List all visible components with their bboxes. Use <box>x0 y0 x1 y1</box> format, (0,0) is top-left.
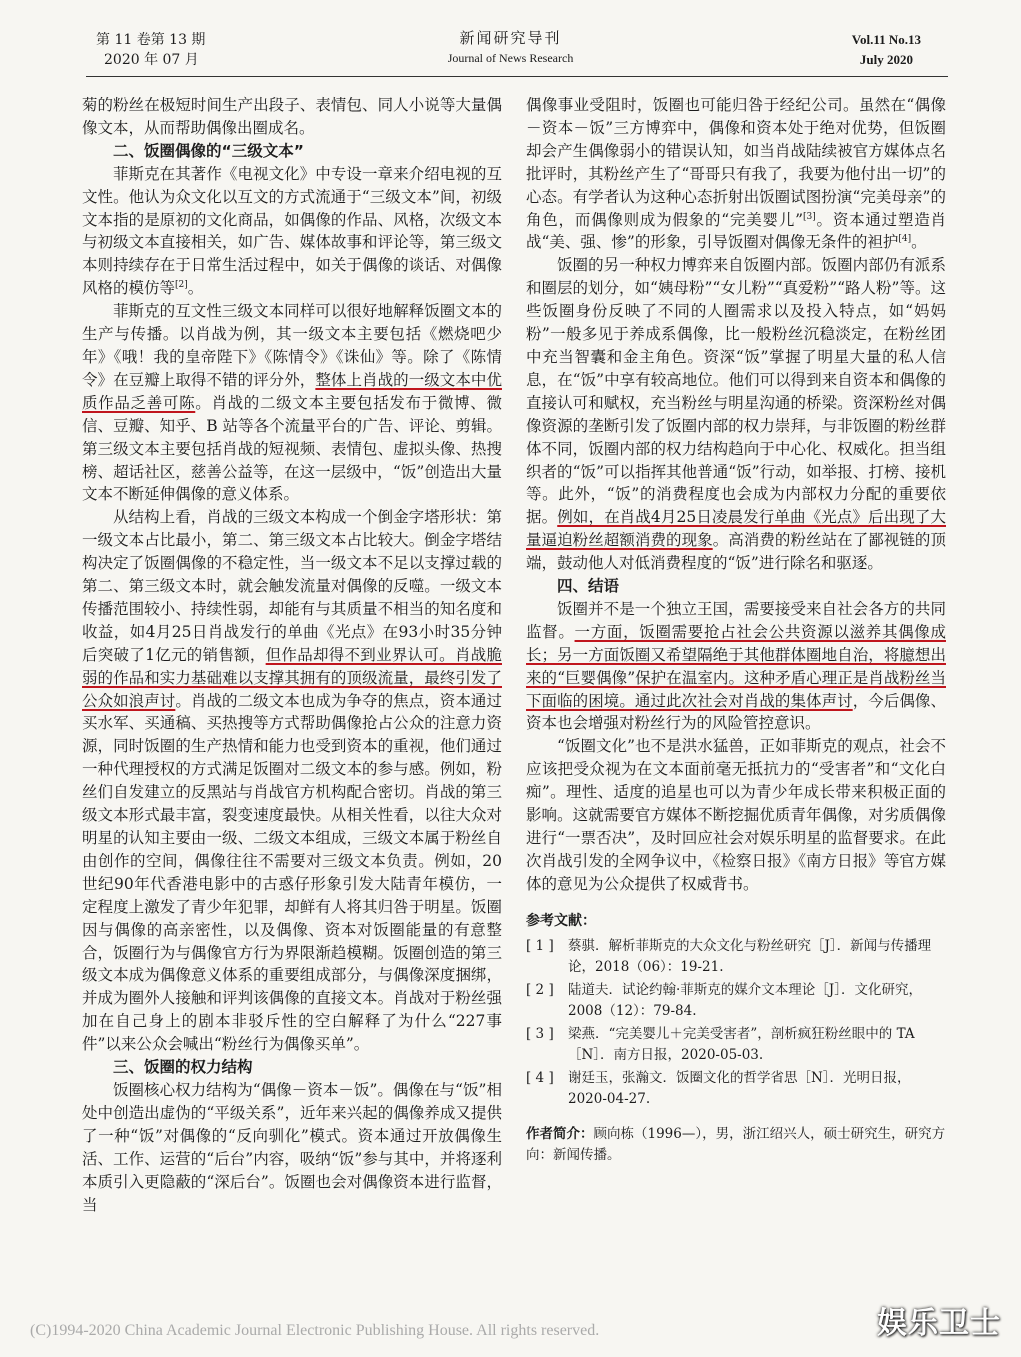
underlined-text: 但作品却得不到业界认可。肖战脆弱的作品和实力基础难以支撑其拥有的顶级流量，最终引发了公众如浪声讨 <box>82 645 502 710</box>
volume-issue-en: Vol.11 No.13 <box>851 32 921 47</box>
underlined-text: 一方面，饭圈需要抢占社会公共资源以滋养其偶像成长；另一方面饭圈又希望隔绝于其他群体圈地自治，将臆想出来的“巨婴偶像”保护在温室内。这种矛盾心理正是肖战粉丝当下面临的困境。通过此次社会对肖战的集体声讨 <box>526 622 946 710</box>
volume-issue: 第 11 卷第 13 期 <box>96 32 206 48</box>
author-text: 顾向栋（1996—），男，浙江绍兴人，硕士研究生，研究方向：新闻传播。 <box>526 1125 946 1163</box>
page-header <box>0 0 1021 80</box>
underlined-text: 整体上肖战的一级文本中优质作品乏善可陈 <box>82 370 502 412</box>
citation-ref: [4] <box>898 234 912 245</box>
paragraph: 饭圈核心权力结构为“偶像－资本－饭”。偶像在与“饭”相处中创造出虚伪的“平级关系”，近年来兴起的偶像养成又提供了一种“饭”对偶像的“反向驯化”模式。资本通过开放偶像生活、工作、运营的“后台”内容，吸纳“饭”参与其中，并将逐利本质引入更隐蔽的“深后台”。饭圈也会对偶像资本进行监督，当 <box>82 1080 502 1214</box>
paragraph: 从结构上看，肖战的三级文本构成一个倒金字塔形状：第一级文本占比最小，第二、第三级文本占比较大。倒金字塔结构决定了饭圈偶像的不稳定性，当一级文本不足以支撑过载的第二、第三级文本时，就会触发流量对偶像的反噬。一级文本传播范围较小、持续性弱，却能有与其质量不相当的知名度和收益，如4月25日肖战发行的单曲《光点》在93小时35分钟后突破了1亿元的销售额，但作品却得不到业界认可。肖战脆弱的作品和实力基础难以支撑其拥有的顶级流量，最终引发了公众如浪声讨。肖战的二级文本也成为争夺的焦点，资本通过买水军、买通稿、买热搜等方式帮助偶像抢占公众的注意力资源，同时饭圈的生产热情和能力也受到资本的重视，他们通过一种代理授权的方式满足饭圈对二级文本的参与感。例如，粉丝们自发建立的反黑站与肖战官方机构配合密切。肖战的第三级文本形式最丰富，裂变速度最快。从相关性看，以往大众对明星的认知主要由一级、二级文本组成，三级文本属于粉丝自由创作的空间，偶像往往不需要对三级文本负责。例如，20世纪90年代香港电影中的古惑仔形象引发大陆青年模仿，一定程度上激发了青少年犯罪，却鲜有人将其归咎于明星。饭圈因与偶像的高亲密性，以及偶像、资本对饭圈能量的有意整合，饭圈行为与偶像官方行为界限渐趋模糊。饭圈创造的第三级文本成为偶像意义体系的重要组成部分，与偶像深度捆绑，并成为圈外人接触和评判该偶像的直接文本。肖战对于粉丝强加在自己身上的剧本非驳斥性的空白解释了为什么“227事件”以来公众会喊出“粉丝行为偶像买单”。 <box>82 508 502 1054</box>
citation-ref: [3] <box>803 211 816 222</box>
author-bio <box>526 1124 946 1166</box>
issue-date-cn: 2020 年 07 月 <box>104 52 199 68</box>
section-heading-2: 二、饭圈偶像的“三级文本” <box>113 141 304 160</box>
volume-info-en <box>852 30 921 70</box>
section-heading-3: 三、饭圈的权力结构 <box>113 1058 253 1077</box>
paragraph: 菲斯克在其著作《电视文化》中专设一章来介绍电视的互文性。他认为众文化以互文的方式流通于“三级文本”间，初级文本指的是原初的文化商品，如偶像的作品、风格，次级文本与初级文本直接相关，如广告、媒体故事和评论等，第三级文本则持续存在于日常生活过程中，如关于偶像的谈话、对偶像风格的模仿等[2]。 <box>82 164 502 298</box>
reference-item: [ 1 ] 蔡骐．解析菲斯克的大众文化与粉丝研究［J］．新闻与传播理论，2018（06）：19-21. <box>526 937 932 975</box>
watermark-logo: 娱乐卫士 <box>877 1306 1001 1341</box>
journal-title-cn: 新闻研究导刊 <box>459 29 562 47</box>
reference-item: [ 2 ] 陆道夫．试论约翰·菲斯克的媒介文本理论［J］．文化研究，2008（12）：79-84. <box>526 981 922 1019</box>
reference-item: [ 3 ] 梁燕．“完美婴儿＋完美受害者”，剖析疯狂粉丝眼中的 TA［N］．南方日报，2020-05-03. <box>526 1025 915 1063</box>
paragraph: “饭圈文化”也不是洪水猛兽，正如菲斯克的观点，社会不应该把受众视为在文本面前毫无抵抗力的“受害者”和“文化白痴”。理性、适度的追星也可以为青少年成长带来积极正面的影响。这就需要官方媒体不断挖掘优质青年偶像，对劣质偶像进行“一票否决”，及时回应社会对娱乐明星的监督要求。在此次肖战引发的全网争议中，《检察日报》《南方日报》等官方媒体的意见为公众提供了权威背书。 <box>526 737 946 893</box>
left-column <box>82 94 502 1216</box>
references-title: 参考文献： <box>526 912 596 929</box>
paragraph: 偶像事业受阻时，饭圈也可能归咎于经纪公司。虽然在“偶像－资本－饭”三方博弈中，偶像和资本处于绝对优势，但饭圈却会产生偶像弱小的错误认知，如当肖战陆续被官方媒体点名批评时，其粉丝产生了“哥哥只有我了，我要为他付出一切”的心态。有学者认为这种心态折射出饭圈试图扮演“完美母亲”的角色，而偶像则成为假象的“完美婴儿”[3]。资本通过塑造肖战“美、强、惨”的形象，引导饭圈对偶像无条件的袒护[4]。 <box>526 96 946 252</box>
reference-item: [ 4 ] 谢廷玉，张瀚文．饭圈文化的哲学省思［N］．光明日报，2020-04-27. <box>526 1069 911 1107</box>
copyright-notice: (C)1994-2020 China Academic Journal Electronic Publishing House. All rights reserved. <box>30 1322 600 1339</box>
right-column <box>526 94 946 1166</box>
paragraph: 菲斯克的互文性三级文本同样可以很好地解释饭圈文本的生产与传播。以肖战为例，其一级文本主要包括《燃烧吧少年》《哦！我的皇帝陛下》《陈情令》《诛仙》等。除了《陈情令》在豆瓣上取得不错的评分外，整体上肖战的一级文本中优质作品乏善可陈。肖战的二级文本主要包括发布于微博、微信、豆瓣、知乎、B 站等各个流量平台的广告、评论、剪辑。第三级文本主要包括肖战的短视频、表情包、虚拟头像、热搜榜、超话社区，慈善公益等，在这一层级中，“饭”创造出大量文本不断延伸偶像的意义体系。 <box>82 302 502 504</box>
section-heading-4: 四、结语 <box>557 577 620 596</box>
journal-title-en: Journal of News Research <box>447 51 574 65</box>
citation-ref: [2] <box>175 280 188 291</box>
underlined-text: 例如，在肖战4月25日凌晨发行单曲《光点》后出现了大量逼迫粉丝超额消费的现象 <box>526 508 946 550</box>
header-rule <box>86 76 948 77</box>
paragraph: 饭圈并不是一个独立王国，需要接受来自社会各方的共同监督。一方面，饭圈需要抢占社会公共资源以滋养其偶像成长；另一方面饭圈又希望隔绝于其他群体圈地自治，将臆想出来的“巨婴偶像”保护在温室内。这种矛盾心理正是肖战粉丝当下面临的困境。通过此次社会对肖战的集体声讨，今后偶像、资本也会增强对粉丝行为的风险管控意识。 <box>526 599 946 733</box>
author-label: 作者简介： <box>526 1125 594 1142</box>
paragraph: 菊的粉丝在极短时间生产出段子、表情包、同人小说等大量偶像文本，从而帮助偶像出圈成名。 <box>82 96 502 137</box>
issue-date-en: July 2020 <box>859 52 913 67</box>
paragraph: 饭圈的另一种权力博弈来自饭圈内部。饭圈内部仍有派系和圈层的划分，如“姨母粉”“女儿粉”“真爱粉”“路人粉”等。这些饭圈身份反映了不同的人圈需求以及投入特点，如“妈妈粉”一般多见于养成系偶像，比一般粉丝沉稳淡定，在粉丝团中充当智囊和金主角色。资深“饭”掌握了明星大量的私人信息，在“饭”中享有较高地位。他们可以得到来自资本和偶像的直接认可和赋权，充当粉丝与明星沟通的桥梁。资深粉丝对偶像资源的垄断引发了饭圈内部的权力崇拜，与非饭圈的粉丝群体不同，饭圈内部的权力结构趋向于中心化、权威化。担当组织者的“饭”可以指挥其他普通“饭”行动，如举报、打榜、接机等。此外，“饭”的消费程度也会成为内部权力分配的重要依据。例如，在肖战4月25日凌晨发行单曲《光点》后出现了大量逼迫粉丝超额消费的现象。高消费的粉丝站在了鄙视链的顶端，鼓动他人对低消费程度的“饭”进行除名和驱逐。 <box>526 256 946 573</box>
